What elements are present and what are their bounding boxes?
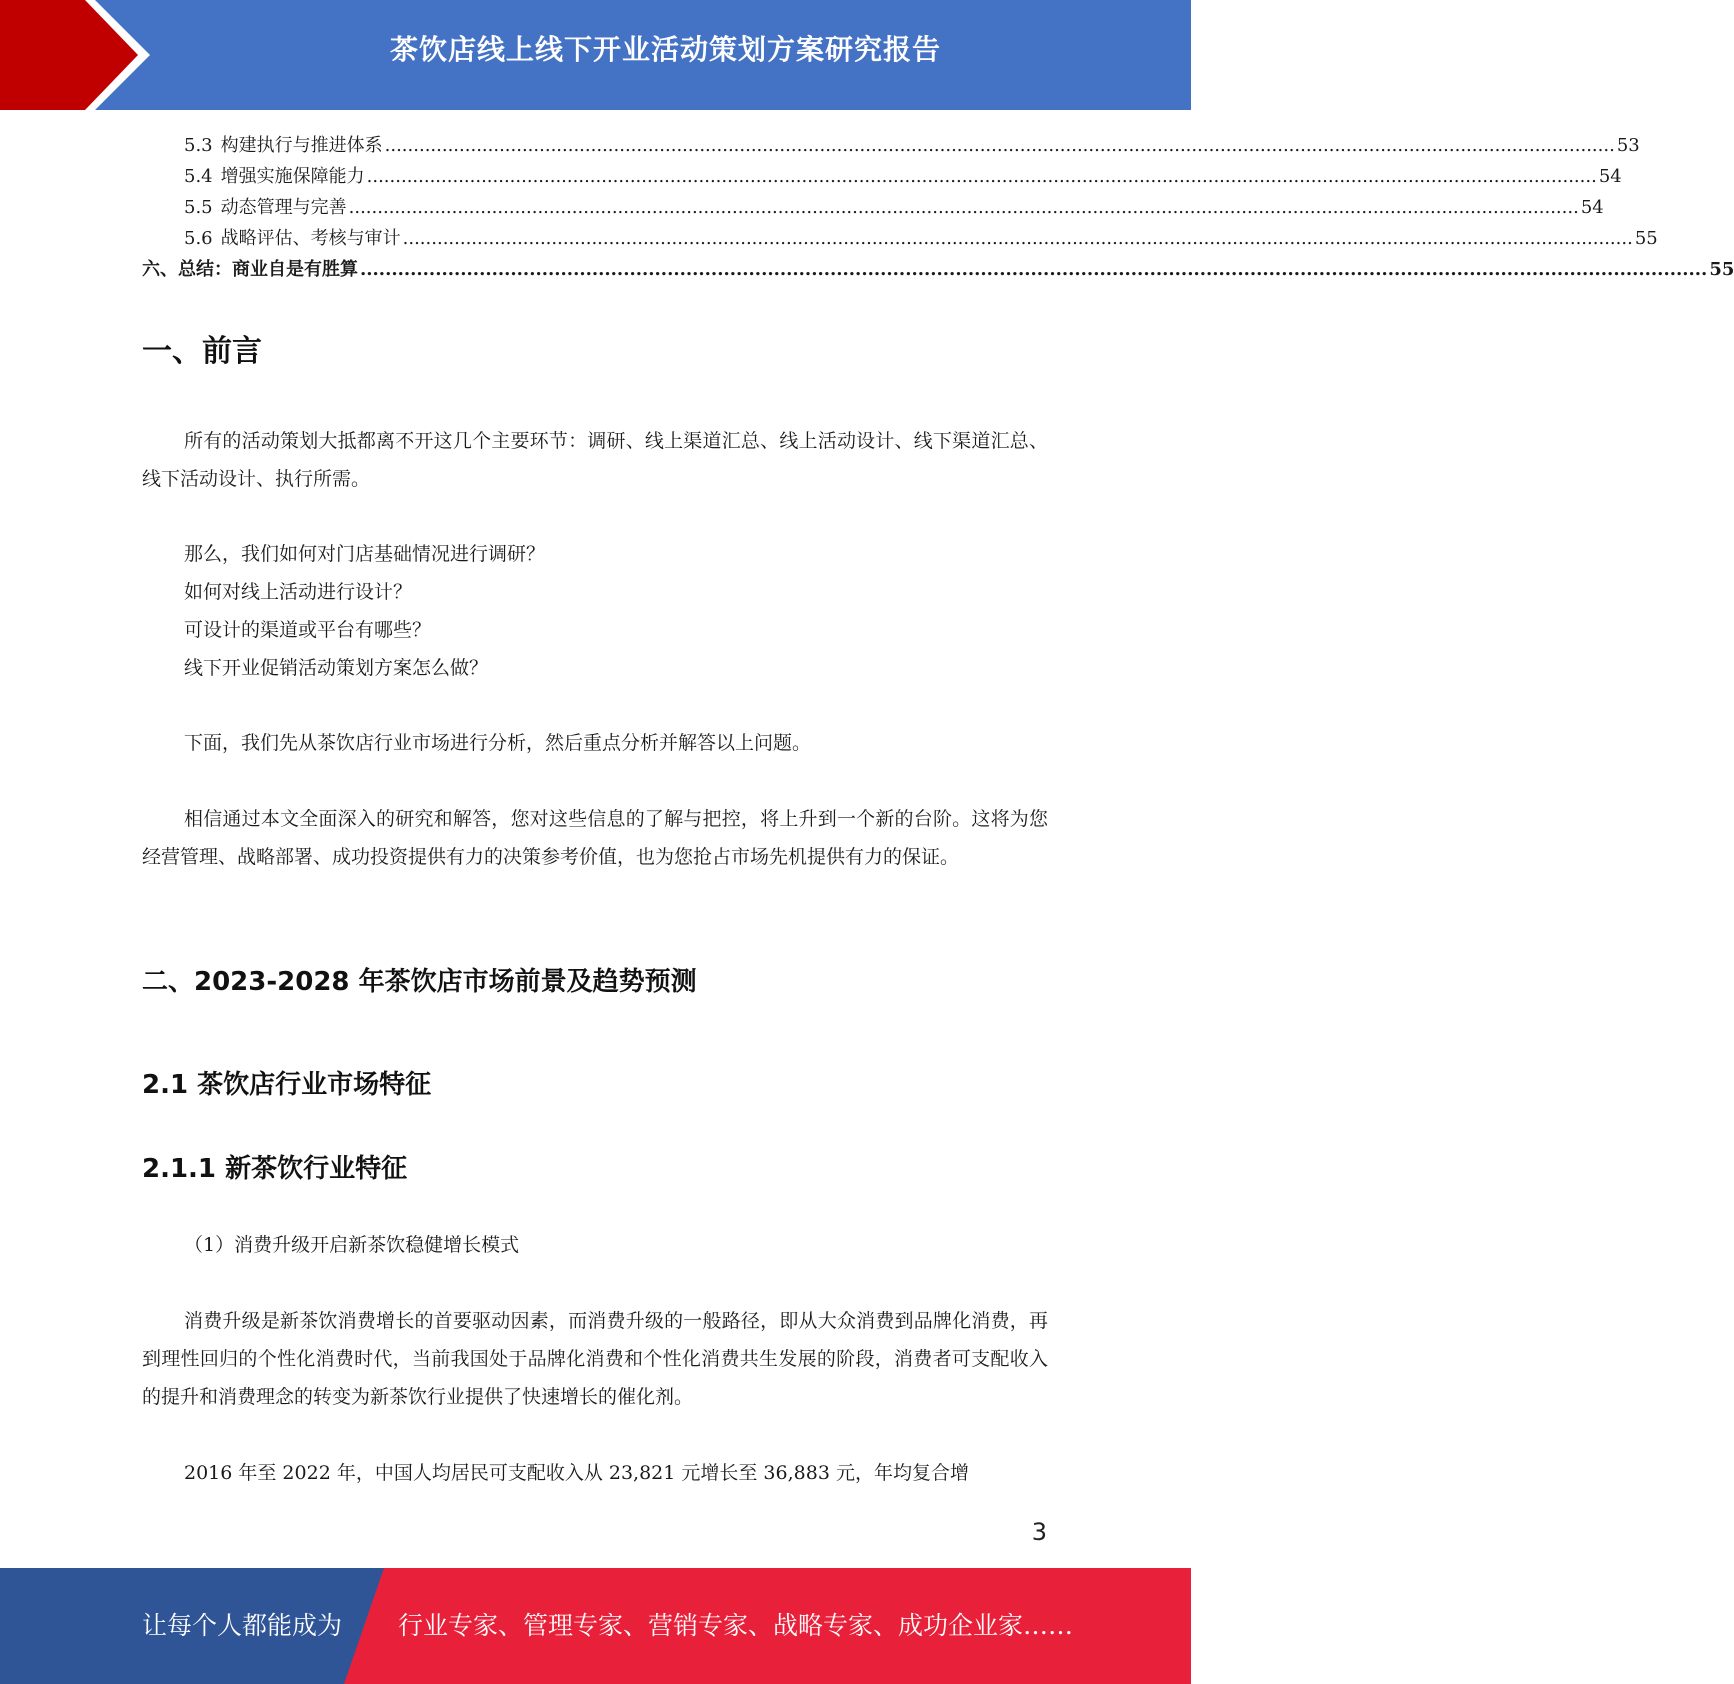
toc-entry-title: 六、总结：商业自是有胜算 <box>142 259 358 280</box>
toc-entry-number: 5.5 <box>184 197 213 218</box>
footer-slogan-right: 行业专家、管理专家、营销专家、战略专家、成功企业家…… <box>398 1611 1074 1640</box>
toc-leader-dots: ....................................................................................................................................................................................................................... <box>402 228 1633 249</box>
toc-entry[interactable] <box>142 130 1640 161</box>
page-footer <box>0 1568 1191 1684</box>
toc-leader-dots: ....................................................................................................................................................................................................................... <box>366 166 1597 187</box>
paragraph: 2016 年至 2022 年，中国人均居民可支配收入从 23,821 元增长至 36,883 元，年均复合增 <box>184 1462 969 1484</box>
toc-entry[interactable] <box>142 161 1622 192</box>
question-line: 线下开业促销活动策划方案怎么做？ <box>184 657 489 679</box>
toc-entry[interactable] <box>142 192 1604 223</box>
table-of-contents <box>142 130 1734 285</box>
heading-preface: 一、前言 <box>142 334 262 369</box>
toc-entry-title: 战略评估、考核与审计 <box>220 228 401 249</box>
toc-entry-page: 54 <box>1598 166 1622 187</box>
paragraph: 下面，我们先从茶饮店行业市场进行分析，然后重点分析并解答以上问题。 <box>184 732 812 754</box>
toc-entry-page: 55 <box>1634 228 1658 249</box>
toc-entry-number: 5.3 <box>184 135 213 156</box>
list-item-heading: （1）消费升级开启新茶饮稳健增长模式 <box>184 1234 520 1256</box>
toc-entry-number: 5.4 <box>184 166 213 187</box>
toc-entry-page: 55 <box>1709 259 1734 280</box>
toc-leader-dots: ....................................................................................................................................................................................................................... <box>360 259 1708 280</box>
footer-slogan-left: 让每个人都能成为 <box>142 1611 343 1640</box>
heading-market-features: 2.1 茶饮店行业市场特征 <box>142 1070 432 1100</box>
paragraph: 消费升级是新茶饮消费增长的首要驱动因素，而消费升级的一般路径，即从大众消费到品牌化消费，再到理性回归的个性化消费时代，当前我国处于品牌化消费和个性化消费共生发展的阶段，消费者可支配收入的提升和消费理念的转变为新茶饮行业提供了快速增长的催化剂。 <box>142 1310 1048 1408</box>
page-header <box>0 0 1191 110</box>
toc-entry-title: 动态管理与完善 <box>220 197 347 218</box>
heading-market-outlook: 二、2023-2028 年茶饮店市场前景及趋势预测 <box>142 967 697 997</box>
heading-new-tea-features: 2.1.1 新茶饮行业特征 <box>142 1154 408 1184</box>
report-title: 茶饮店线上线下开业活动策划方案研究报告 <box>389 33 941 66</box>
paragraph: 相信通过本文全面深入的研究和解答，您对这些信息的了解与把控，将上升到一个新的台阶。这将为您经营管理、战略部署、成功投资提供有力的决策参考价值，也为您抢占市场先机提供有力的保证。 <box>142 808 1048 868</box>
toc-entry-title: 构建执行与推进体系 <box>220 135 383 156</box>
toc-entry-page: 53 <box>1616 135 1640 156</box>
question-line: 如何对线上活动进行设计？ <box>184 581 413 603</box>
toc-entry[interactable] <box>142 254 1734 285</box>
toc-entry-page: 54 <box>1580 197 1604 218</box>
toc-entry-number: 5.6 <box>184 228 213 249</box>
question-line: 那么，我们如何对门店基础情况进行调研？ <box>184 543 546 565</box>
toc-entry-title: 增强实施保障能力 <box>220 166 365 187</box>
paragraph: 所有的活动策划大抵都离不开这几个主要环节：调研、线上渠道汇总、线上活动设计、线下渠道汇总、线下活动设计、执行所需。 <box>142 430 1048 490</box>
page-number: 3 <box>1031 1518 1047 1546</box>
question-line: 可设计的渠道或平台有哪些？ <box>184 619 432 641</box>
toc-leader-dots: ....................................................................................................................................................................................................................... <box>348 197 1579 218</box>
toc-entry[interactable] <box>142 223 1658 254</box>
toc-leader-dots: ....................................................................................................................................................................................................................... <box>384 135 1615 156</box>
